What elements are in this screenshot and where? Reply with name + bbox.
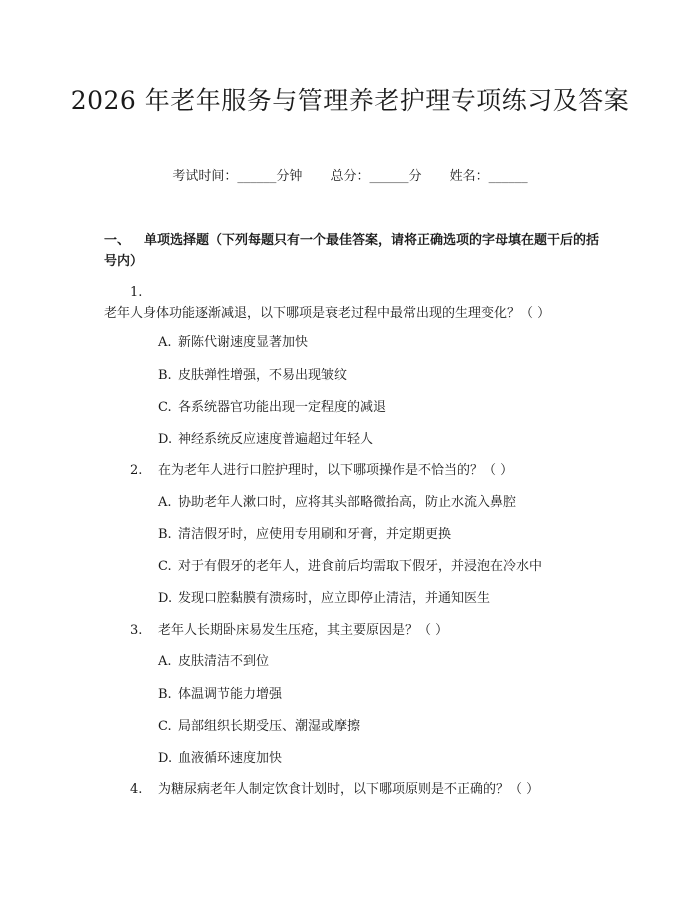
option-1-b xyxy=(158,366,347,386)
option-letter: C. xyxy=(158,400,172,415)
option-3-c xyxy=(158,717,360,737)
option-3-d xyxy=(158,749,282,769)
option-text: 发现口腔黏膜有溃疡时，应立即停止清洁，并通知医生 xyxy=(178,591,491,606)
option-letter: B. xyxy=(158,687,172,702)
option-text: 血液循环速度加快 xyxy=(178,751,283,766)
option-text: 局部组织长期受压、潮湿或摩擦 xyxy=(178,719,361,734)
section-heading xyxy=(104,230,604,272)
option-2-a xyxy=(158,493,516,513)
exam-name: 姓名：______ xyxy=(449,169,528,184)
option-text: 体温调节能力增强 xyxy=(178,687,283,702)
exam-score: 总分：______分 xyxy=(330,169,422,184)
question-stem: 为糖尿病老年人制定饮食计划时，以下哪项原则是不正确的？（ ） xyxy=(158,782,540,797)
question-3 xyxy=(104,620,604,641)
option-text: 清洁假牙时，应使用专用刷和牙膏，并定期更换 xyxy=(178,527,452,542)
option-letter: D. xyxy=(158,591,173,606)
option-letter: A. xyxy=(158,654,172,669)
option-letter: B. xyxy=(158,368,172,383)
option-1-d xyxy=(158,430,373,450)
option-1-c xyxy=(158,398,386,418)
option-2-d xyxy=(158,589,490,609)
option-letter: A. xyxy=(158,495,172,510)
question-1 xyxy=(104,282,604,324)
question-4 xyxy=(104,779,604,800)
option-2-b xyxy=(158,525,451,545)
exam-meta xyxy=(0,167,700,187)
option-text: 新陈代谢速度显著加快 xyxy=(178,335,309,350)
option-letter: C. xyxy=(158,559,172,574)
page-title: 2026 年老年服务与管理养老护理专项练习及答案 xyxy=(70,86,630,115)
section-label: 单项选择题（下列每题只有一个最佳答案，请将正确选项的字母填在题干后的括号内） xyxy=(104,233,600,269)
option-text: 协助老年人漱口时，应将其头部略微抬高，防止水流入鼻腔 xyxy=(178,495,517,510)
option-1-a xyxy=(158,333,308,353)
question-number: 3. xyxy=(130,623,143,638)
section-number: 一、 xyxy=(104,233,131,248)
question-stem: 老年人长期卧床易发生压疮，其主要原因是？（ ） xyxy=(158,623,449,638)
option-letter: A. xyxy=(158,335,172,350)
option-letter: D. xyxy=(158,751,173,766)
option-letter: D. xyxy=(158,432,173,447)
option-3-a xyxy=(158,652,269,672)
option-text: 皮肤弹性增强，不易出现皱纹 xyxy=(178,368,348,383)
question-stem: 在为老年人进行口腔护理时，以下哪项操作是不恰当的？（ ） xyxy=(158,463,514,478)
option-letter: C. xyxy=(158,719,172,734)
question-number: 2. xyxy=(130,463,143,478)
option-text: 神经系统反应速度普遍超过年轻人 xyxy=(178,432,374,447)
option-text: 皮肤清洁不到位 xyxy=(178,654,270,669)
question-stem: 老年人身体功能逐渐减退，以下哪项是衰老过程中最常出现的生理变化？（ ） xyxy=(104,306,551,321)
option-text: 对于有假牙的老年人，进食前后均需取下假牙，并浸泡在冷水中 xyxy=(178,559,543,574)
option-text: 各系统器官功能出现一定程度的减退 xyxy=(178,400,387,415)
exam-time: 考试时间：______分钟 xyxy=(172,169,303,184)
question-number: 4. xyxy=(130,782,143,797)
question-2 xyxy=(104,460,604,481)
question-number: 1. xyxy=(130,285,143,300)
option-3-b xyxy=(158,685,282,705)
option-2-c xyxy=(158,557,542,577)
option-letter: B. xyxy=(158,527,172,542)
